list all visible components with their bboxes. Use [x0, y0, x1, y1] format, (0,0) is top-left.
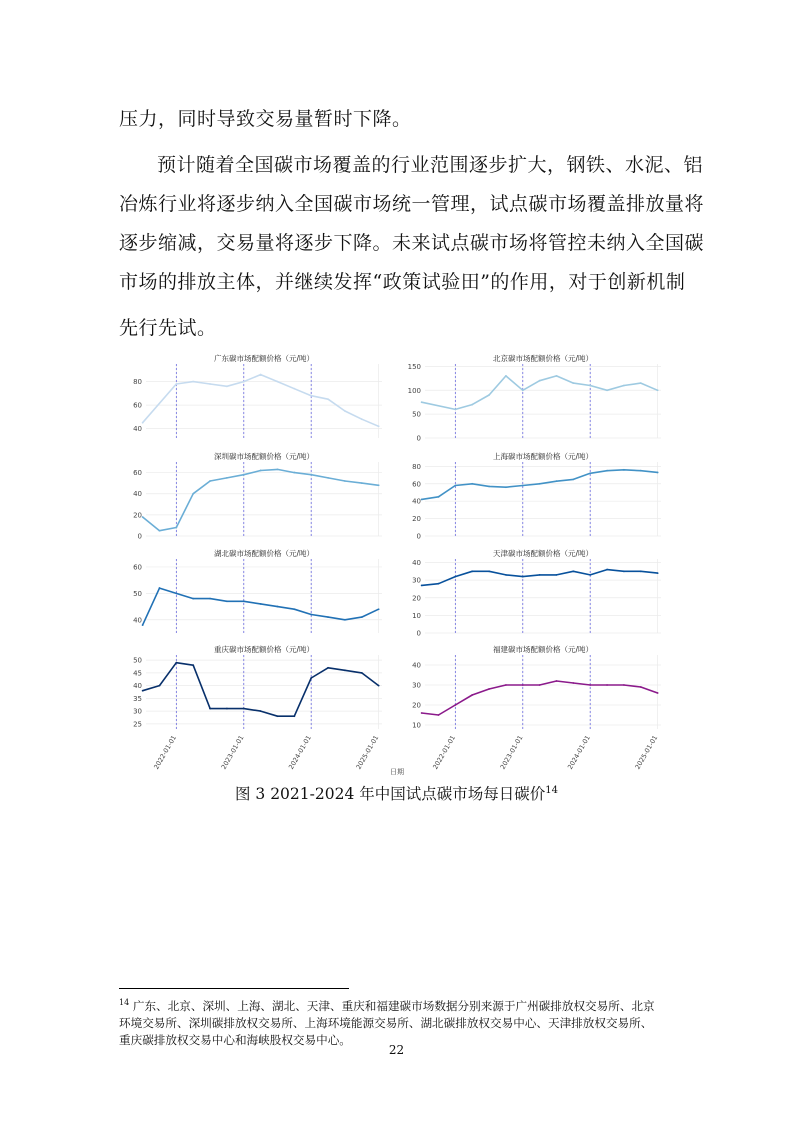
y-tick-label: 30	[412, 576, 421, 585]
y-tick-label: 80	[412, 462, 421, 471]
y-tick-label: 50	[133, 589, 142, 598]
data-point	[589, 472, 591, 474]
y-tick-label: 20	[412, 594, 421, 603]
data-point	[327, 667, 329, 669]
x-tick-label: 2024-01-01	[287, 734, 313, 771]
data-point	[344, 410, 346, 412]
footnote-line: 重庆碳排放权交易中心和海峡股权交易中心。	[119, 1032, 351, 1047]
data-point	[438, 583, 440, 585]
data-point	[522, 389, 524, 391]
y-tick-label: 20	[133, 511, 142, 520]
y-tick-label: 45	[133, 669, 142, 678]
data-point	[438, 714, 440, 716]
data-point	[488, 485, 490, 487]
data-point	[572, 570, 574, 572]
panel-title: 重庆碳市场配额价格（元/吨）	[213, 645, 315, 654]
data-point	[361, 482, 363, 484]
data-point	[175, 527, 177, 529]
y-tick-label: 150	[407, 362, 421, 371]
data-point	[454, 408, 456, 410]
data-point	[243, 474, 245, 476]
data-point	[522, 576, 524, 578]
data-point	[226, 385, 228, 387]
data-point	[209, 480, 211, 482]
data-point	[623, 469, 625, 471]
y-tick-label: 40	[133, 490, 142, 499]
data-point	[539, 684, 541, 686]
y-tick-label: 0	[416, 532, 421, 541]
data-point	[192, 598, 194, 600]
footnote	[119, 994, 679, 1049]
y-tick-label: 0	[137, 532, 142, 541]
x-axis-label: 日期	[390, 768, 404, 776]
data-point	[572, 382, 574, 384]
x-tick-label: 2022-01-01	[152, 734, 179, 771]
data-point	[243, 600, 245, 602]
data-point	[361, 418, 363, 420]
y-tick-label: 40	[133, 616, 142, 625]
data-point	[488, 570, 490, 572]
panel-background	[146, 655, 382, 729]
panel-title: 上海碳市场配额价格（元/吨）	[492, 452, 594, 461]
data-point	[226, 708, 228, 710]
panel-title: 北京碳市场配额价格（元/吨）	[492, 354, 594, 363]
panel-background	[425, 364, 661, 438]
y-tick-label: 50	[133, 656, 142, 665]
data-point	[310, 395, 312, 397]
data-point	[226, 600, 228, 602]
data-point	[421, 585, 423, 587]
data-point	[572, 682, 574, 684]
data-point	[327, 616, 329, 618]
data-point	[192, 664, 194, 666]
data-point	[192, 381, 194, 383]
data-point	[640, 686, 642, 688]
y-tick-label: 40	[412, 661, 421, 670]
data-point	[327, 477, 329, 479]
y-tick-label: 60	[133, 563, 142, 572]
y-tick-label: 20	[412, 701, 421, 710]
panel-background	[146, 559, 382, 633]
data-point	[277, 715, 279, 717]
x-tick-label: 2024-01-01	[566, 734, 592, 771]
data-point	[657, 692, 659, 694]
page-number: 22	[388, 1043, 405, 1057]
data-point	[344, 669, 346, 671]
data-point	[142, 422, 144, 424]
data-point	[657, 389, 659, 391]
data-point	[378, 484, 380, 486]
data-point	[606, 389, 608, 391]
data-point	[361, 672, 363, 674]
data-point	[471, 570, 473, 572]
data-point	[243, 708, 245, 710]
data-point	[293, 715, 295, 717]
y-tick-label: 0	[416, 629, 421, 638]
data-point	[260, 470, 262, 472]
data-point	[522, 684, 524, 686]
data-point	[344, 480, 346, 482]
x-tick-label: 2025-01-01	[354, 734, 381, 771]
x-tick-label: 2022-01-01	[431, 734, 458, 771]
data-point	[640, 470, 642, 472]
y-tick-label: 10	[412, 721, 421, 730]
data-point	[657, 572, 659, 574]
y-tick-label: 20	[412, 515, 421, 524]
data-point	[505, 375, 507, 377]
data-point	[226, 477, 228, 479]
figure-caption	[0, 782, 793, 804]
data-point	[623, 385, 625, 387]
x-tick-label: 2023-01-01	[498, 734, 525, 771]
data-point	[175, 383, 177, 385]
data-point	[556, 375, 558, 377]
data-point	[454, 485, 456, 487]
data-point	[572, 479, 574, 481]
data-point	[522, 485, 524, 487]
y-tick-label: 35	[133, 694, 142, 703]
panel-background	[425, 559, 661, 633]
data-point	[209, 598, 211, 600]
data-point	[471, 404, 473, 406]
data-point	[142, 516, 144, 518]
y-tick-label: 30	[133, 707, 142, 716]
data-point	[556, 480, 558, 482]
data-point	[471, 483, 473, 485]
data-point	[657, 472, 659, 474]
y-tick-label: 40	[412, 497, 421, 506]
data-point	[488, 394, 490, 396]
carbon-price-figure	[112, 352, 682, 780]
caption-text: 图 3 2021-2024 年中国试点碳市场每日碳价	[234, 785, 546, 803]
panel-title: 深圳碳市场配额价格（元/吨）	[213, 452, 315, 461]
data-point	[378, 608, 380, 610]
data-point	[640, 570, 642, 572]
data-point	[344, 619, 346, 621]
data-point	[471, 694, 473, 696]
panel-background	[146, 462, 382, 536]
data-point	[293, 388, 295, 390]
y-tick-label: 60	[133, 401, 142, 410]
paragraph-line: 先行先试。	[119, 317, 217, 339]
y-tick-label: 100	[407, 386, 421, 395]
y-tick-label: 0	[416, 434, 421, 443]
data-point	[175, 592, 177, 594]
data-point	[589, 684, 591, 686]
data-point	[293, 472, 295, 474]
data-point	[327, 398, 329, 400]
y-tick-label: 40	[412, 559, 421, 568]
data-point	[539, 483, 541, 485]
y-tick-label: 50	[412, 410, 421, 419]
data-point	[277, 381, 279, 383]
x-tick-label: 2023-01-01	[219, 734, 246, 771]
panel-background	[425, 462, 661, 536]
data-point	[505, 574, 507, 576]
footnote-rule	[119, 988, 349, 989]
panel-title: 湖北碳市场配额价格（元/吨）	[213, 549, 315, 558]
data-point	[539, 380, 541, 382]
data-point	[142, 624, 144, 626]
paragraph-line: 逐步缩减，交易量将逐步下降。未来试点碳市场将管控未纳入全国碳	[119, 232, 705, 254]
data-point	[310, 677, 312, 679]
data-point	[310, 614, 312, 616]
data-point	[539, 574, 541, 576]
data-point	[293, 608, 295, 610]
panel-title: 天津碳市场配额价格（元/吨）	[492, 549, 594, 558]
y-tick-label: 40	[133, 425, 142, 434]
data-point	[277, 606, 279, 608]
y-tick-label: 30	[412, 681, 421, 690]
data-point	[361, 616, 363, 618]
data-point	[159, 587, 161, 589]
data-point	[438, 496, 440, 498]
panel-title: 广东碳市场配额价格（元/吨）	[213, 354, 315, 363]
caption-footnote-ref: 14	[545, 784, 558, 796]
footnote-line: 环境交易所、深圳碳排放权交易所、上海环境能源交易所、湖北碳排放权交易中心、天津排放权交易所、	[119, 1015, 653, 1030]
paragraph-line: 压力，同时导致交易量暂时下降。	[119, 108, 412, 130]
data-point	[243, 381, 245, 383]
paragraph-line: 市场的排放主体，并继续发挥“政策试验田”的作用，对于创新机制	[119, 271, 686, 293]
data-point	[606, 470, 608, 472]
y-tick-label: 40	[133, 682, 142, 691]
data-point	[159, 530, 161, 532]
data-point	[589, 385, 591, 387]
data-point	[623, 570, 625, 572]
data-point	[260, 374, 262, 376]
y-tick-label: 60	[412, 480, 421, 489]
data-point	[310, 474, 312, 476]
footnote-text: 广东、北京、深圳、上海、湖北、天津、重庆和福建碳市场数据分别来源于广州碳排放权交易所、北京	[132, 998, 655, 1013]
y-tick-label: 10	[412, 611, 421, 620]
data-point	[454, 576, 456, 578]
data-point	[175, 662, 177, 664]
data-point	[421, 712, 423, 714]
data-point	[192, 493, 194, 495]
data-point	[378, 425, 380, 427]
panel-background	[425, 655, 661, 729]
data-point	[623, 684, 625, 686]
data-point	[606, 569, 608, 571]
data-point	[209, 708, 211, 710]
footnote-number: 14	[119, 998, 130, 1007]
data-point	[159, 685, 161, 687]
data-point	[505, 684, 507, 686]
y-tick-label: 60	[133, 469, 142, 478]
data-point	[260, 710, 262, 712]
data-point	[505, 486, 507, 488]
data-point	[556, 574, 558, 576]
data-point	[209, 383, 211, 385]
data-point	[277, 469, 279, 471]
data-point	[378, 685, 380, 687]
x-tick-label: 2025-01-01	[633, 734, 660, 771]
data-point	[142, 690, 144, 692]
data-point	[488, 688, 490, 690]
data-point	[606, 684, 608, 686]
paragraph-line: 预计随着全国碳市场覆盖的行业范围逐步扩大，钢铁、水泥、铝	[157, 154, 704, 176]
data-point	[421, 499, 423, 501]
data-point	[640, 382, 642, 384]
panel-title: 福建碳市场配额价格（元/吨）	[492, 645, 594, 654]
y-tick-label: 80	[133, 378, 142, 387]
footnote-line	[119, 994, 679, 1015]
data-point	[454, 704, 456, 706]
data-point	[589, 574, 591, 576]
panel-background	[146, 364, 382, 438]
paragraph-line: 冶炼行业将逐步纳入全国碳市场统一管理，试点碳市场覆盖排放量将	[119, 193, 705, 215]
data-point	[260, 603, 262, 605]
data-point	[556, 680, 558, 682]
data-point	[421, 401, 423, 403]
y-tick-label: 25	[133, 720, 142, 729]
